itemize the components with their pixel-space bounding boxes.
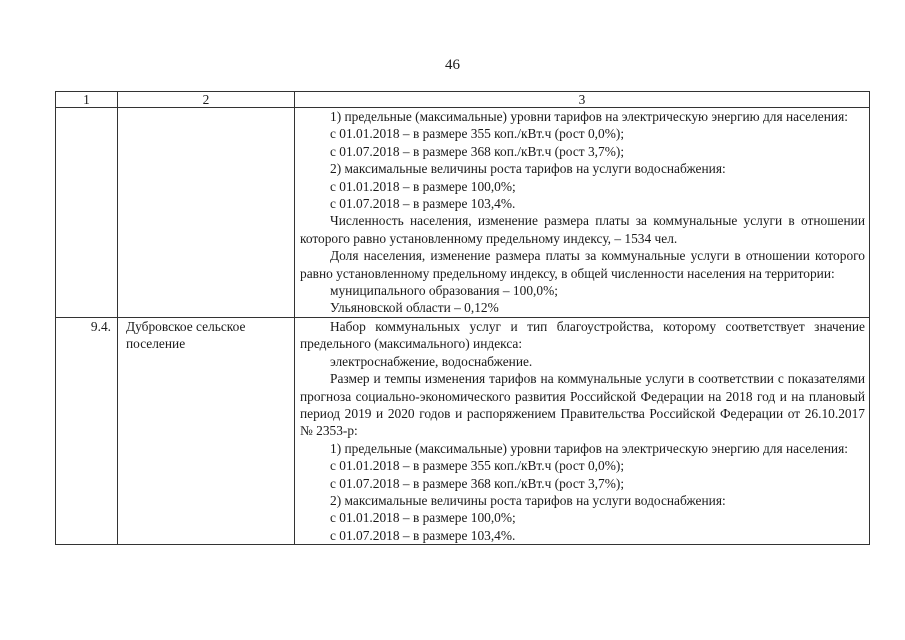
- header-col-3: 3: [295, 92, 870, 108]
- table-row: [56, 108, 870, 318]
- row-content: [295, 317, 870, 544]
- paragraph: 1) предельные (максимальные) уровни тарифов на электрическую энергию для населения:: [330, 440, 848, 456]
- paragraph: с 01.07.2018 – в размере 368 коп./кВт.ч (рост 3,7%);: [330, 143, 625, 159]
- paragraph: с 01.01.2018 – в размере 355 коп./кВт.ч (рост 0,0%);: [330, 126, 625, 142]
- paragraph: 2) максимальные величины роста тарифов на услуги водоснабжения:: [330, 161, 726, 177]
- settlement-name: [118, 108, 295, 318]
- paragraph: с 01.07.2018 – в размере 103,4%.: [330, 196, 516, 212]
- paragraph: Доля населения, изменение размера платы за коммунальные услуги в отношении которого равно установленному предельному индексу, в общей численности населения на территории:: [300, 248, 865, 281]
- table-row: [56, 317, 870, 544]
- page-number: 46: [445, 57, 460, 73]
- row-number: 9.4.: [56, 317, 118, 544]
- paragraph: с 01.07.2018 – в размере 103,4%.: [330, 527, 516, 543]
- paragraph: электроснабжение, водоснабжение.: [330, 353, 533, 369]
- header-row: [56, 92, 870, 108]
- paragraph: Численность населения, изменение размера платы за коммунальные услуги в отношении которого равно установленному предельному индексу, – 1534 чел.: [300, 213, 865, 246]
- header-col-1: 1: [56, 92, 118, 108]
- paragraph: Ульяновской области – 0,12%: [330, 300, 499, 316]
- paragraph: муниципального образования – 100,0%;: [330, 283, 558, 299]
- paragraph: Набор коммунальных услуг и тип благоустройства, которому соответствует значение предельного (максимального) индекса:: [300, 318, 865, 352]
- paragraph: с 01.01.2018 – в размере 100,0%;: [330, 510, 516, 526]
- paragraph: с 01.01.2018 – в размере 355 коп./кВт.ч (рост 0,0%);: [330, 458, 625, 474]
- paragraph: с 01.01.2018 – в размере 100,0%;: [330, 178, 516, 194]
- paragraph: 2) максимальные величины роста тарифов на услуги водоснабжения:: [330, 492, 726, 508]
- row-number: [56, 108, 118, 318]
- paragraph: с 01.07.2018 – в размере 368 коп./кВт.ч (рост 3,7%);: [330, 475, 625, 491]
- settlement-name: Дубровское сельское поселение: [118, 317, 295, 544]
- paragraph: Размер и темпы изменения тарифов на коммунальные услуги в соответствии с показателями прогноза социально-экономического развития Российской Федерации на 2018 год и на плановый период 2019 и 2020 годов и распоряжением Правительства Российской Федерации от 26.10.2017 № 2353-р:: [300, 371, 865, 439]
- row-content: [295, 108, 870, 318]
- header-col-2: 2: [118, 92, 295, 108]
- paragraph: 1) предельные (максимальные) уровни тарифов на электрическую энергию для населения:: [330, 109, 848, 124]
- tariff-table: [55, 91, 870, 545]
